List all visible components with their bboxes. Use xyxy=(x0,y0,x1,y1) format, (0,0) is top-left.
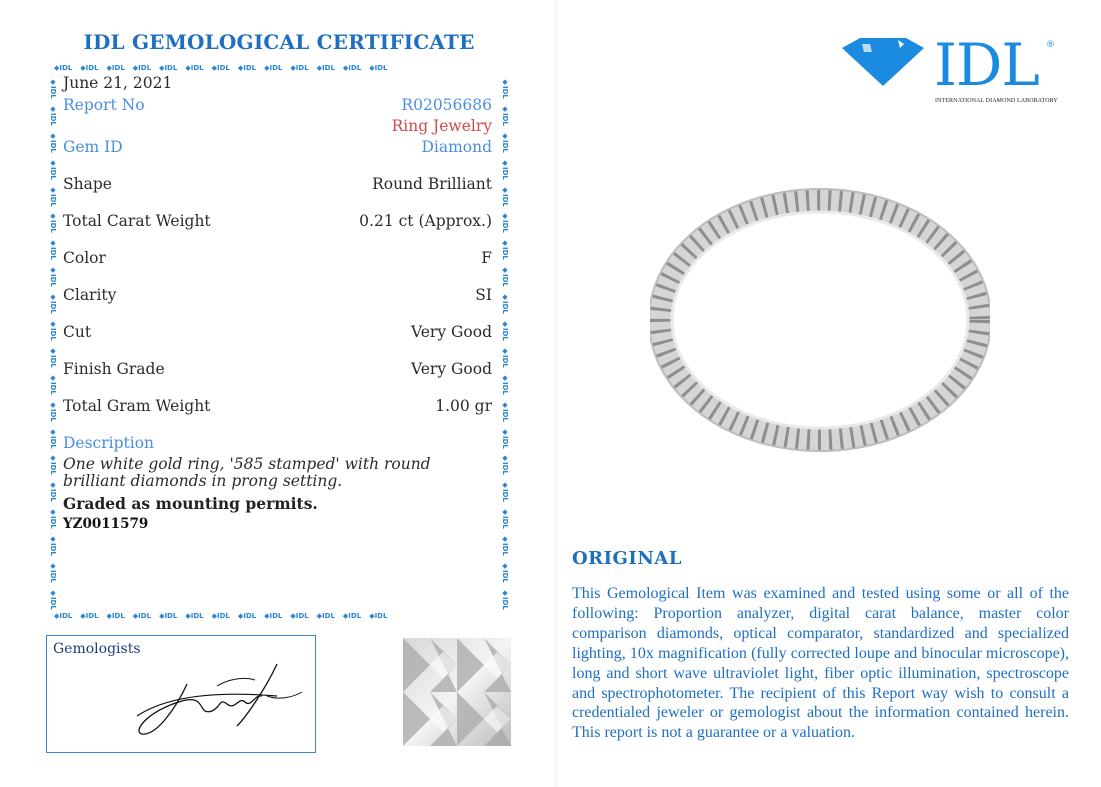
border-pattern-item: ◆IDL xyxy=(54,612,73,620)
border-pattern-item: ◆IDL xyxy=(49,212,57,234)
ring-photo xyxy=(650,180,990,460)
border-pattern-item: ◆IDL xyxy=(132,612,152,620)
border-pattern-item: ◆IDL xyxy=(316,64,335,72)
border-pattern-item: ◆IDL xyxy=(501,239,509,261)
border-pattern-item: ◆IDL xyxy=(49,346,57,368)
border-pattern-item: ◆IDL xyxy=(501,562,509,583)
border-pattern-item: ◆IDL xyxy=(49,508,57,530)
border-pattern-item: ◆IDL xyxy=(49,535,57,557)
field-row-clarity xyxy=(63,286,492,308)
field-row-carat xyxy=(63,212,492,234)
original-title: ORIGINAL xyxy=(572,548,682,569)
border-pattern-item: ◆IDL xyxy=(501,320,509,341)
border-left xyxy=(46,74,60,610)
border-pattern-item: ◆IDL xyxy=(316,612,335,620)
report-no-row xyxy=(63,96,492,118)
border-pattern-item: ◆IDL xyxy=(501,293,509,315)
border-pattern-item: ◆IDL xyxy=(342,612,362,620)
gem-id-value: Diamond xyxy=(421,138,492,156)
certificate-title: IDL GEMOLOGICAL CERTIFICATE xyxy=(83,30,475,54)
border-pattern-item: ◆IDL xyxy=(49,320,57,341)
graded-note: Graded as mounting permits. xyxy=(63,494,318,513)
border-pattern-item: ◆IDL xyxy=(49,562,57,583)
border-pattern-item: ◆IDL xyxy=(106,64,125,72)
field-row-finish xyxy=(63,360,492,382)
border-pattern-item: ◆IDL xyxy=(211,64,230,72)
border-pattern-item: ◆IDL xyxy=(501,454,509,476)
border-pattern-item: ◆IDL xyxy=(264,64,283,72)
item-type-row xyxy=(63,117,492,139)
field-row-gram-weight xyxy=(63,397,492,419)
field-value: 0.21 ct (Approx.) xyxy=(359,212,492,230)
border-pattern-item: ◆IDL xyxy=(132,64,152,72)
field-label: Total Gram Weight xyxy=(63,397,211,415)
logo-subtitle: INTERNATIONAL DIAMOND LABORATORY xyxy=(935,98,1058,104)
border-pattern-item: ◆IDL xyxy=(501,185,509,207)
field-row-color xyxy=(63,249,492,271)
report-no-label: Report No xyxy=(63,96,145,114)
border-pattern-item: ◆IDL xyxy=(501,481,509,503)
description-text: One white gold ring, '585 stamped' with round brilliant diamonds in prong setting. xyxy=(63,455,431,490)
border-pattern-item: ◆IDL xyxy=(369,612,388,620)
border-pattern-item: ◆IDL xyxy=(49,158,57,180)
original-text: This Gemological Item was examined and tested using some or all of the following: Proportion analyzer, digital carat balance, master color comparison diamonds, optical comparator, standardized and specialized lighting, 10x magnification (fully corrected loupe and binocular microscope), long and short wave ultraviolet light, fiber optic illumination, spectroscope and spectrophotometer. The recipient of this Report way wish to consult a credentialed jeweler or gemologist about the information contained herein. This report is not a guarantee or a valuation. xyxy=(572,585,1069,742)
border-pattern-item: ◆IDL xyxy=(49,481,57,503)
border-pattern-item: ◆IDL xyxy=(49,373,57,395)
description-label: Description xyxy=(63,434,155,452)
certificate-code: YZ0011579 xyxy=(63,516,149,532)
border-pattern-item: ◆IDL xyxy=(49,131,57,153)
border-pattern-item: ◆IDL xyxy=(501,346,509,368)
border-pattern-item: ◆IDL xyxy=(185,612,204,620)
logo-text: IDL xyxy=(934,31,1039,99)
logo-registered-mark: ® xyxy=(1046,40,1055,50)
field-row-cut xyxy=(63,323,492,345)
border-right xyxy=(498,74,512,610)
border-pattern-item: ◆IDL xyxy=(501,212,509,234)
field-value: SI xyxy=(475,286,492,304)
border-pattern-item: ◆IDL xyxy=(501,400,509,422)
border-pattern-item: ◆IDL xyxy=(264,612,283,620)
border-pattern-item: ◆IDL xyxy=(49,588,57,610)
field-value: Round Brilliant xyxy=(372,175,492,193)
border-pattern-item: ◆IDL xyxy=(106,612,125,620)
border-pattern-item: ◆IDL xyxy=(501,78,509,99)
field-row-shape xyxy=(63,175,492,197)
border-pattern-item: ◆IDL xyxy=(49,239,57,261)
border-bottom xyxy=(46,610,512,622)
border-pattern-item: ◆IDL xyxy=(185,64,204,72)
border-pattern-item: ◆IDL xyxy=(49,78,57,99)
gemologists-label: Gemologists xyxy=(53,641,141,657)
border-pattern-item: ◆IDL xyxy=(49,293,57,315)
border-pattern-item: ◆IDL xyxy=(159,612,178,620)
border-pattern-item: ◆IDL xyxy=(49,400,57,422)
gem-id-label: Gem ID xyxy=(63,138,123,156)
border-pattern-item: ◆IDL xyxy=(49,185,57,207)
field-value: Very Good xyxy=(410,360,492,378)
field-label: Color xyxy=(63,249,106,267)
border-pattern-item: ◆IDL xyxy=(501,508,509,530)
border-pattern-item: ◆IDL xyxy=(501,266,509,288)
border-pattern-item: ◆IDL xyxy=(501,373,509,395)
border-pattern-item: ◆IDL xyxy=(501,131,509,153)
border-top xyxy=(46,62,512,74)
signature-image xyxy=(127,656,307,746)
border-pattern-item: ◆IDL xyxy=(342,64,362,72)
gem-id-row xyxy=(63,138,492,160)
border-pattern-item: ◆IDL xyxy=(501,535,509,557)
border-pattern-item: ◆IDL xyxy=(369,64,388,72)
border-pattern-item: ◆IDL xyxy=(211,612,230,620)
border-pattern-item: ◆IDL xyxy=(80,612,99,620)
border-pattern-item: ◆IDL xyxy=(49,104,57,126)
certificate-date: June 21, 2021 xyxy=(63,74,173,92)
field-value: 1.00 gr xyxy=(435,397,492,415)
field-value: Very Good xyxy=(410,323,492,341)
hologram-seal xyxy=(403,638,511,746)
field-label: Clarity xyxy=(63,286,117,304)
border-pattern-item: ◆IDL xyxy=(49,454,57,476)
border-pattern-item: ◆IDL xyxy=(49,427,57,449)
border-pattern-item: ◆IDL xyxy=(290,64,309,72)
border-pattern-item: ◆IDL xyxy=(501,588,509,610)
field-label: Finish Grade xyxy=(63,360,165,378)
field-label: Cut xyxy=(63,323,92,341)
field-value: F xyxy=(481,249,492,267)
field-label: Total Carat Weight xyxy=(63,212,211,230)
gemologists-box xyxy=(46,635,316,753)
report-no-value: R02056686 xyxy=(401,96,492,114)
border-pattern-item: ◆IDL xyxy=(501,104,509,126)
border-pattern-item: ◆IDL xyxy=(80,64,99,72)
border-pattern-item: ◆IDL xyxy=(49,266,57,288)
item-type: Ring Jewelry xyxy=(391,117,492,135)
border-pattern-item: ◆IDL xyxy=(501,158,509,180)
border-pattern-item: ◆IDL xyxy=(290,612,309,620)
border-pattern-item: ◆IDL xyxy=(159,64,178,72)
border-pattern-item: ◆IDL xyxy=(501,427,509,449)
field-label: Shape xyxy=(63,175,112,193)
panel-divider xyxy=(556,0,557,787)
border-pattern-item: ◆IDL xyxy=(54,64,73,72)
border-pattern-item: ◆IDL xyxy=(237,612,257,620)
border-pattern-item: ◆IDL xyxy=(237,64,257,72)
date-row xyxy=(63,74,492,96)
